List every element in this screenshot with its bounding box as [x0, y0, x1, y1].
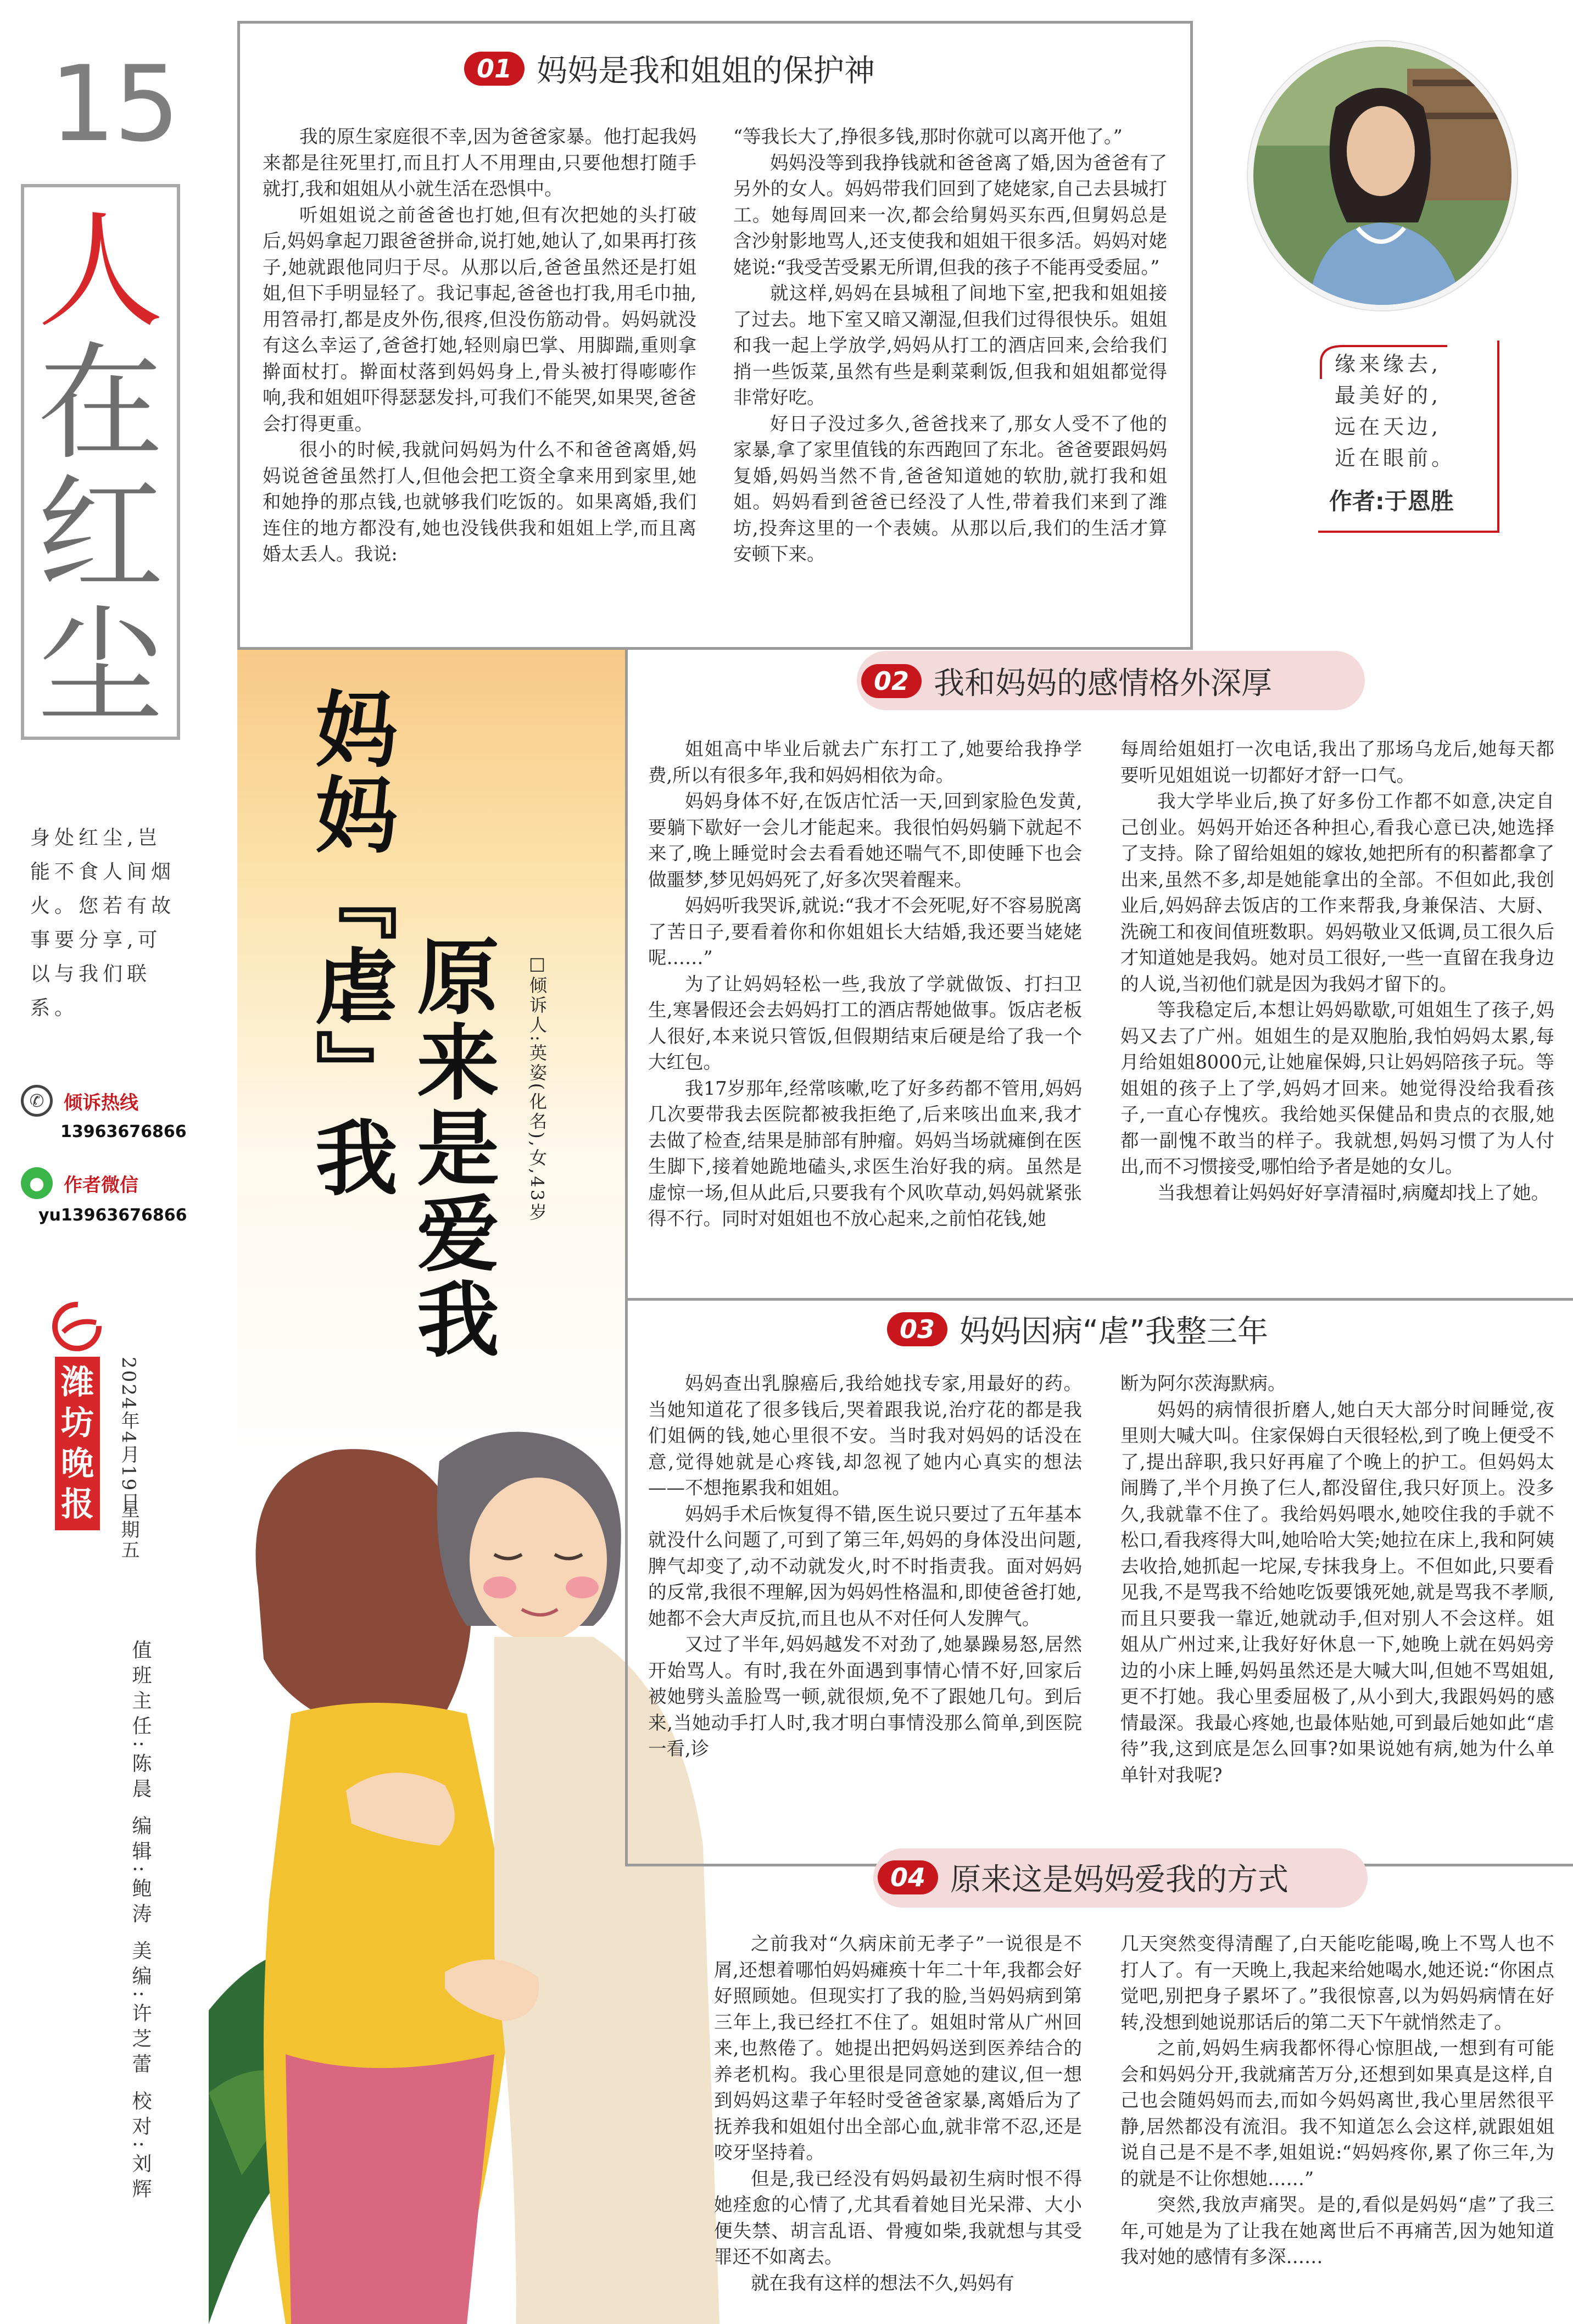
paragraph: 我的原生家庭很不幸,因为爸爸家暴。他打起我妈来都是往死里打,而且打人不用理由,只要他想打随手就打,我和姐姐从小就生活在恐惧中。 [263, 126, 696, 199]
column-blurb: 身处红尘,岂能不食人间烟火。您若有故事要分享,可以与我们联系。 [30, 827, 176, 1019]
paragraph: 之前,妈妈生病我都怀得心惊胆战,一想到有可能会和妈妈分开,我就痛苦万分,还想到如果真是这样,自己也会随妈妈而去,而如今妈妈离世,我心里居然很平静,居然都没有流泪。我不知道怎么会这样,就跟姐姐说自己是不是不孝,姐姐说:“妈妈疼你,累了你三年,为的就是不让你想她……” [1120, 2037, 1554, 2189]
section-04-header [878, 1850, 1288, 1905]
section-02-header [861, 654, 1272, 709]
paragraph: 为了让妈妈轻松一些,我放了学就做饭、打扫卫生,寒暑假还会去妈妈打工的酒店帮她做事。饭店老板人很好,本来说只管饭,但假期结束后硬是给了我一个大红包。 [648, 973, 1082, 1073]
newspaper-logo-icon [52, 1302, 102, 1351]
paragraph: 很小的时候,我就问妈妈为什么不和爸爸离婚,妈妈说爸爸虽然打人,但他会把工资全拿来用到家里,她和她挣的那点钱,也就够我们吃饭的。如果离婚,我们连住的地方都没有,她也没钱供我和姐姐上学,而且离婚太丢人。我说: [263, 439, 696, 565]
paragraph: “等我长大了,挣很多钱,那时你就可以离开他了。” [733, 126, 1123, 147]
paragraph: 我大学毕业后,换了好多份工作都不如意,决定自己创业。妈妈开始还各种担心,看我心意已决,她选择了支持。除了留给姐姐的嫁妆,她把所有的积蓄都拿了出来,虽然不多,却是她能拿出的全部。不但如此,我创业后,妈妈辞去饭店的工作来帮我,身兼保洁、大厨、洗碗工和夜间值班数职。妈妈敬业又低调,员工很久后才知道她是我妈。她对员工很好,一些一直留在我身边的人说,当初他们就是因为我妈才留下的。 [1120, 790, 1554, 995]
section-title: 妈妈是我和姐姐的保护神 [537, 53, 875, 89]
paragraph: 听姐姐说之前爸爸也打她,但有次把她的头打破后,妈妈拿起刀跟爸爸拼命,说打她,她认了,如果再打孩子,她就跟他同归于尽。从那以后,爸爸虽然还是打姐姐,但下手明显轻了。我记事起,爸爸也打我,用毛巾抽,用笤帚打,都是皮外伤,很疼,但没伤筋动骨。妈妈就没有这么幸运了,爸爸打她,轻则扇巴掌、用脚踹,重则拿擀面杖打。擀面杖落到妈妈身上,骨头被打得嘭嘭作响,我和姐姐吓得瑟瑟发抖,可我们不能哭,如果哭,爸爸会打得更重。 [263, 204, 696, 434]
article-title-line1: 妈妈『虐』我 [301, 687, 397, 1201]
paragraph: 断为阿尔茨海默病。 [1120, 1373, 1286, 1394]
column-name-char: 人 [37, 199, 164, 345]
column-name-box [21, 184, 180, 740]
column-name-char: 在 [37, 331, 164, 477]
paragraph: 妈妈没等到我挣钱就和爸爸离了婚,因为爸爸有了另外的女人。妈妈带我们回到了姥姥家,自己去县城打工。她每周回来一次,都会给舅妈买东西,但舅妈总是含沙射影地骂人,还支使我和姐姐干很多活。妈妈对姥姥说:“我受苦受累无所谓,但我的孩子不能再受委屈。” [733, 152, 1167, 278]
paragraph: 妈妈听我哭诉,就说:“我才不会死呢,好不容易脱离了苦日子,要看着你和你姐姐长大结婚,我还要当姥姥呢……” [648, 895, 1082, 968]
paragraph: 突然,我放声痛哭。是的,看似是妈妈“虐”了我三年,可她是为了让我在她离世后不再痛苦,因为她知道我对她的感情有多深…… [1120, 2194, 1554, 2267]
quote-line: 近在眼前。 [1335, 446, 1456, 470]
issue-date: 2024年4月19日 [118, 1357, 140, 1513]
quote-line: 远在天边, [1335, 415, 1442, 439]
narrator-credit: □倾诉人:英姿(化名),女,43岁 [527, 953, 548, 1223]
wechat-row [21, 1167, 138, 1199]
quote-line: 最美好的, [1335, 383, 1442, 408]
staff-credits: 值班主任:陈晨 编辑:鲍涛 美编:许芝蕾 校对:刘辉 [129, 1640, 152, 2204]
paragraph: 当我想着让妈妈好好享清福时,病魔却找上了她。 [1157, 1181, 1550, 1203]
hotline-row [21, 1085, 138, 1117]
wechat-label: 作者微信 [64, 1174, 138, 1196]
paragraph: 就在我有这样的想法不久,妈妈有 [751, 2272, 1014, 2294]
section-04-col-2 [1120, 1931, 1554, 2270]
article-title-line2: 原来是爱我 [403, 934, 498, 1362]
paragraph: 妈妈查出乳腺癌后,我给她找专家,用最好的药。当她知道花了很多钱后,哭着跟我说,治疗花的都是我们姐俩的钱,她心里很不安。当时我对妈妈的话没在意,觉得她就是心疼钱,却忽视了她内心真实的想法——不想拖累我和姐姐。 [648, 1373, 1082, 1498]
paragraph: 妈妈手术后恢复得不错,医生说只要过了五年基本就没什么问题了,可到了第三年,妈妈的身体没出问题,脾气却变了,动不动就发火,时不时指责我。面对妈妈的反常,我很不理解,因为妈妈性格温和,即使爸爸打她,她都不会大声反抗,而且也从不对任何人发脾气。 [648, 1503, 1082, 1629]
section-number-badge: 02 [861, 664, 922, 698]
paragraph: 但是,我已经没有妈妈最初生病时恨不得她痊愈的心情了,尤其看着她目光呆滞、大小便失禁、胡言乱语、骨瘦如柴,我就想与其受罪还不如离去。 [714, 2167, 1082, 2267]
section-01-col-1 [263, 124, 696, 567]
paragraph: 又过了半年,妈妈越发不对劲了,她暴躁易怒,居然开始骂人。有时,我在外面遇到事情心情不好,回家后被她劈头盖脸骂一顿,就很烦,免不了跟她几句。到后来,当她动手打人时,我才明白事情没那么简单,到医院一看,诊 [648, 1634, 1082, 1759]
wechat-icon: ● [21, 1167, 53, 1199]
section-01-col-2 [733, 124, 1167, 567]
hotline-label: 倾诉热线 [64, 1091, 138, 1114]
section-03-col-2 [1120, 1370, 1554, 1788]
newspaper-name: 潍坊晚报 [55, 1357, 100, 1530]
paragraph: 妈妈的病情很折磨人,她白天大部分时间睡觉,夜里则大喊大叫。住家保姆白天很轻松,到了晚上便受不了,提出辞职,我只好再雇了个晚上的护工。但妈妈太闹腾了,半个月换了仨人,都没留住,我只好顶上。没多久,我就靠不住了。我给妈妈喂水,她咬住我的手就不松口,看我疼得大叫,她哈哈大笑;她拉在床上,我和阿姨去收拾,她抓起一坨屎,专抹我身上。不但如此,只要看见我,不是骂我不给她吃饭要饿死她,就是骂我不孝顺,而且只要我一靠近,她就动手,但对别人不会这样。姐姐从广州过来,让我好好休息一下,她晚上就在妈妈旁边的小床上睡,妈妈虽然还是大喊大叫,但她不骂姐姐,更不打她。我心里委屈极了,从小到大,我跟妈妈的感情最深。我最心疼她,也最体贴她,可到最后她如此“虐待”我,这到底是怎么回事?如果说她有病,她为什么单单针对我呢? [1120, 1398, 1554, 1786]
author-quote [1335, 349, 1455, 474]
paragraph: 我17岁那年,经常咳嗽,吃了好多药都不管用,妈妈几次要带我去医院都被我拒绝了,后来咳出血来,我才去做了检查,结果是肺部有肿瘤。妈妈当场就瘫倒在医生脚下,接着她跪地磕头,求医生治好我的病。虽然是虚惊一场,但从此后,只要我有个风吹草动,妈妈就紧张得不行。同时对姐姐也不放心起来,之前怕花钱,她 [648, 1077, 1082, 1229]
paragraph: 好日子没过多久,爸爸找来了,那女人受不了他的家暴,拿了家里值钱的东西跑回了东北。爸爸要跟妈妈复婚,妈妈当然不肯,爸爸知道她的软肋,就打我和姐姐。妈妈看到爸爸已经没了人性,带着我们来到了潍坊,投奔这里的一个表姨。从那以后,我们的生活才算安顿下来。 [733, 413, 1167, 565]
paragraph: 妈妈身体不好,在饭店忙活一天,回到家脸色发黄,要躺下歇好一会儿才能起来。我很怕妈妈躺下就起不来了,晚上睡觉时会去看看她还喘气不,即使睡下也会做噩梦,梦见妈妈死了,好多次哭着醒来。 [648, 790, 1082, 890]
section-04-col-1 [714, 1931, 1082, 2296]
page-number: 15 [49, 43, 178, 165]
paragraph: 每周给姐姐打一次电话,我出了那场乌龙后,她每天都要听见姐姐说一切都好才舒一口气。 [1120, 738, 1554, 786]
section-title: 妈妈因病“虐”我整三年 [960, 1314, 1269, 1350]
author-photo [1248, 41, 1517, 310]
section-title: 原来这是妈妈爱我的方式 [950, 1862, 1288, 1898]
paragraph: 就这样,妈妈在县城租了间地下室,把我和姐姐接了过去。地下室又暗又潮湿,但我们过得很快乐。姐姐和我一起上学放学,妈妈从打工的酒店回来,会给我们捎一些饭菜,虽然有些是剩菜剩饭,但我和姐姐都觉得非常好吃。 [733, 282, 1167, 408]
section-01-header [464, 41, 875, 96]
section-02-col-1 [648, 736, 1082, 1232]
column-name-char: 尘 [37, 594, 164, 741]
paragraph: 几天突然变得清醒了,白天能吃能喝,晚上不骂人也不打人了。有一天晚上,我起来给她喝水,她还说:“你困点觉吧,别把身子累坏了。”我很惊喜,以为妈妈病情在好转,没想到她说那话后的第二天下午就悄然走了。 [1120, 1933, 1554, 2033]
section-number-badge: 01 [464, 52, 525, 86]
section-03-col-1 [648, 1370, 1082, 1762]
section-number-badge: 04 [878, 1860, 938, 1894]
author-credit: 作者:于恩胜 [1329, 488, 1454, 515]
issue-weekday: 星期五 [118, 1500, 140, 1561]
paragraph: 等我稳定后,本想让妈妈歇歇,可姐姐生了孩子,妈妈又去了广州。姐姐生的是双胞胎,我怕妈妈太累,每月给姐姐8000元,让她雇保姆,只让妈妈陪孩子玩。等姐姐的孩子上了学,妈妈才回来。她觉得没给我看孩子,一直心存愧疚。我给她买保健品和贵点的衣服,她都一副愧不敢当的样子。我就想,妈妈习惯了为人付出,而不习惯接受,哪怕给予者是她的女儿。 [1120, 999, 1554, 1177]
quote-line: 缘来缘去, [1335, 352, 1442, 376]
section-title: 我和妈妈的感情格外深厚 [934, 666, 1272, 701]
paragraph: 姐姐高中毕业后就去广东打工了,她要给我挣学费,所以有很多年,我和妈妈相依为命。 [648, 738, 1082, 786]
section-number-badge: 03 [887, 1312, 947, 1346]
column-name-char: 红 [37, 462, 164, 609]
author-portrait-image [1253, 47, 1511, 305]
section-02-col-2 [1120, 736, 1554, 1206]
section-03-header [887, 1302, 1268, 1357]
hotline-number: 13963676866 [60, 1122, 187, 1141]
phone-icon: ✆ [21, 1085, 53, 1117]
wechat-id: yu13963676866 [38, 1206, 187, 1225]
paragraph: 之前我对“久病床前无孝子”一说很是不屑,还想着哪怕妈妈瘫痪十年二十年,我都会好好照顾她。但现实打了我的脸,当妈妈病到第三年上,我已经扛不住了。姐姐时常从广州回来,也熬倦了。她提出把妈妈送到医养结合的养老机构。我心里很是同意她的建议,但一想到妈妈这辈子年轻时受爸爸家暴,离婚后为了抚养我和姐姐付出全部心血,就非常不忍,还是咬牙坚持着。 [714, 1933, 1082, 2163]
